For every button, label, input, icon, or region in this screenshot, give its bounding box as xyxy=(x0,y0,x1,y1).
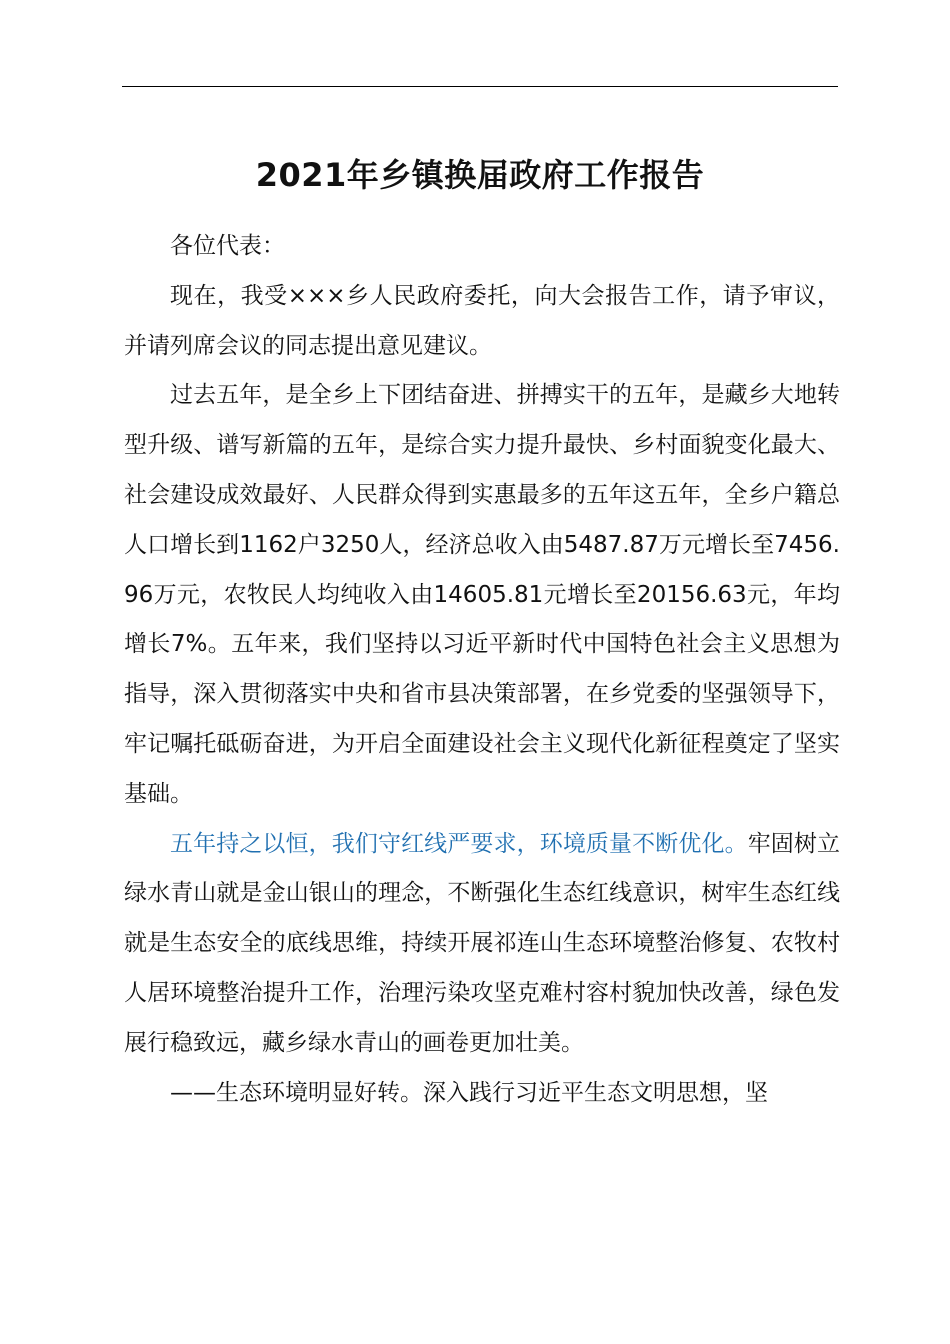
salutation: 各位代表： xyxy=(170,233,285,259)
paragraph-text: 现在，我受×××乡人民政府委托，向大会报告工作，请予审议，并请列席会议的同志提出意见建议。 xyxy=(124,282,840,359)
document-title: 2021年乡镇换届政府工作报告 xyxy=(255,156,705,194)
paragraph-text: 过去五年，是全乡上下团结奋进、拼搏实干的五年，是藏乡大地转型升级、谱写新篇的五年，是综合实力提升最快、乡村面貌变化最大、社会建设成效最好、人民群众得到实惠最多的五年这五年，全乡户籍总人口增长到1162户3250人，经济总收入由5487.87万元增长至7456.96万元，农牧民人均纯收入由14605.81元增长至20156.63元，年均增长7%。五年来，我们坚持以习近平新时代中国特色社会主义思想为指导，深入贯彻落实中央和省市县决策部署，在乡党委的坚强领导下，牢记嘱托砥砺奋进，为开启全面建设社会主义现代化新征程奠定了坚实基础。 xyxy=(124,382,840,807)
paragraph-2 xyxy=(124,371,840,819)
paragraph-4 xyxy=(124,1069,840,1119)
paragraph-lead-highlight: 五年持之以恒，我们守红线严要求，环境质量不断优化。 xyxy=(170,830,748,857)
paragraph-3 xyxy=(124,820,840,1069)
paragraph-text: 牢固树立绿水青山就是金山银山的理念，不断强化生态红线意识，树牢生态红线就是生态安全的底线思维，持续开展祁连山生态环境整治修复、农牧村人居环境整治提升工作，治理污染攻坚克难村容村貌加快改善，绿色发展行稳致远，藏乡绿水青山的画卷更加壮美。 xyxy=(124,830,841,1056)
header-rule xyxy=(122,86,838,87)
document-body xyxy=(124,222,840,1118)
paragraph-1 xyxy=(124,272,840,372)
paragraph-text: ——生态环境明显好转。深入践行习近平生态文明思想，坚 xyxy=(170,1079,768,1106)
